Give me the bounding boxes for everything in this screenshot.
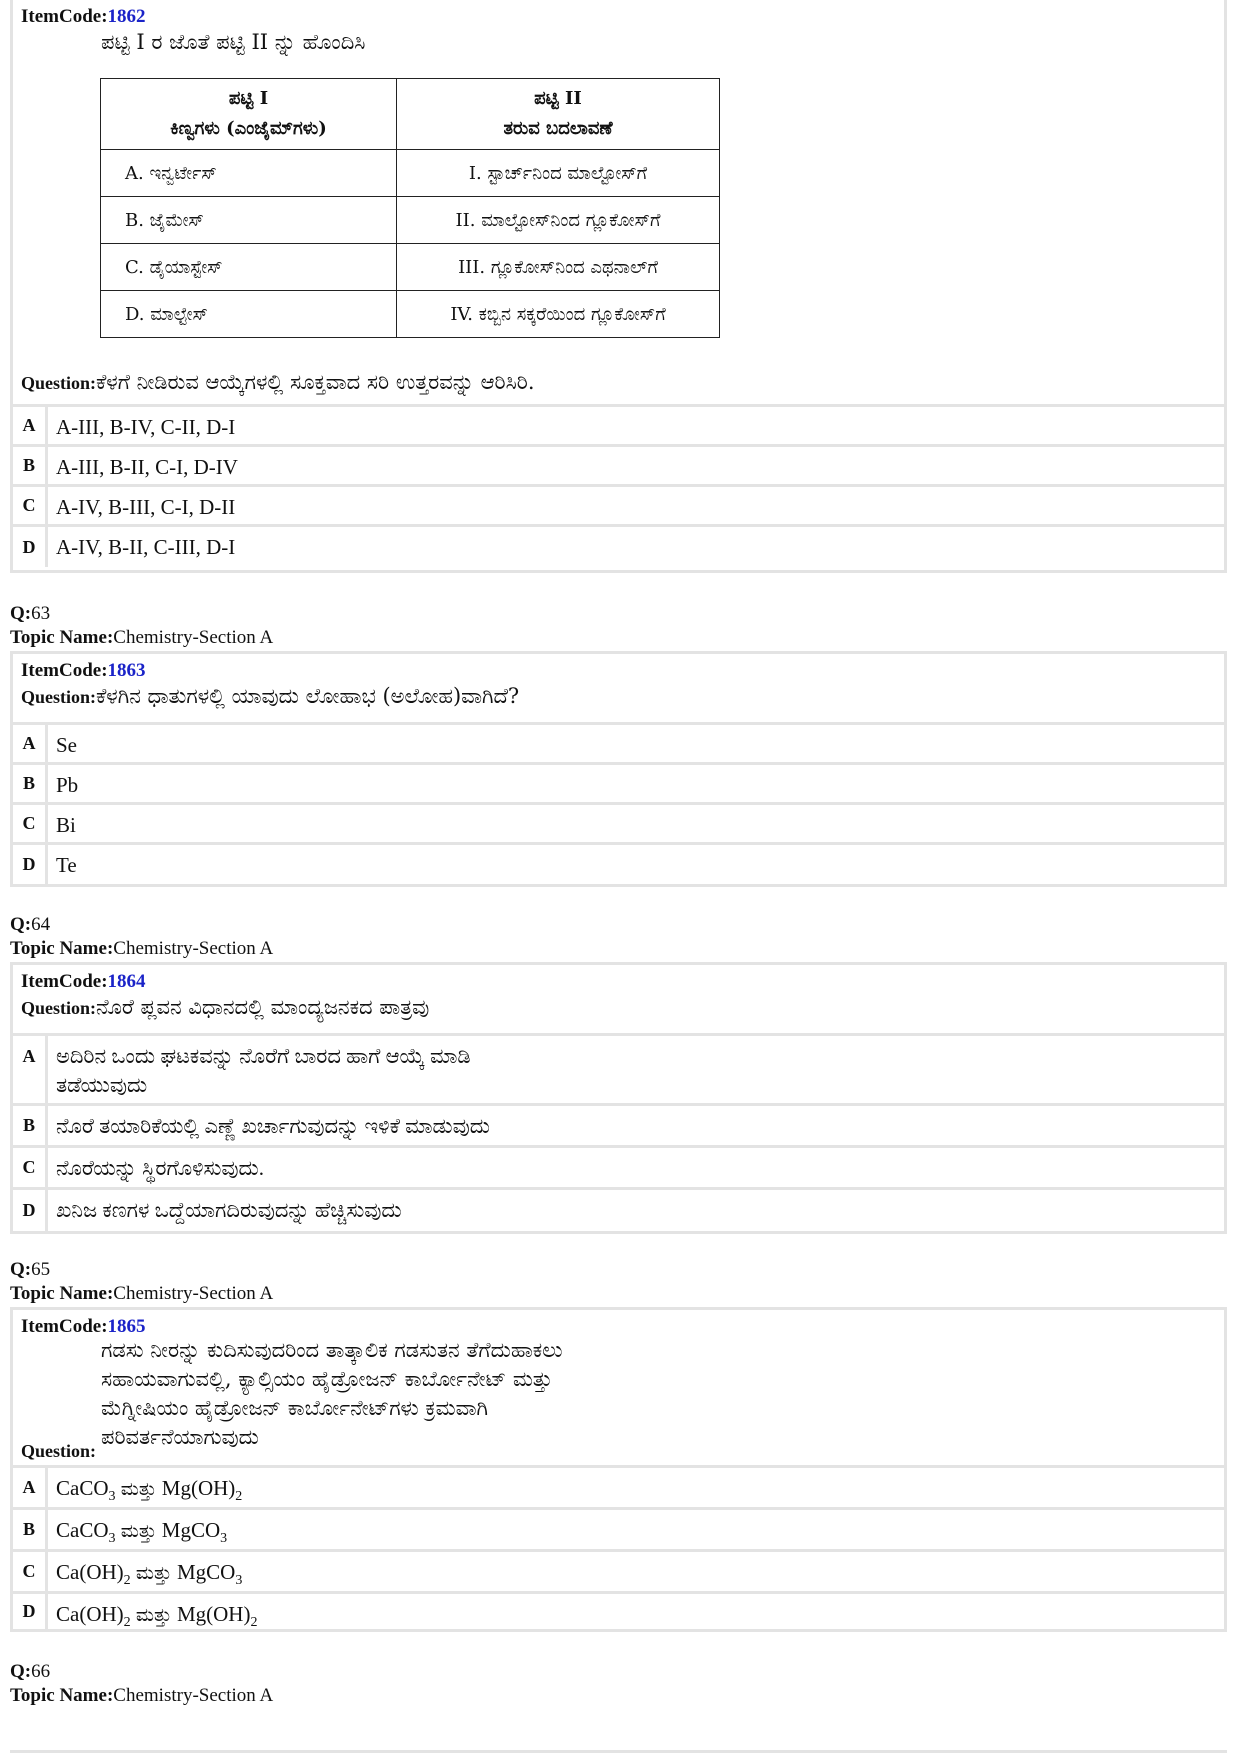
option-text: ನೊರೆ ತಯಾರಿಕೆಯಲ್ಲಿ ಎಣ್ಣೆ ಖರ್ಚಾಗುವುದನ್ನು ಇಳಿಕೆ ಮಾಡುವುದು: [56, 1114, 490, 1138]
item-code: ItemCode:1864: [21, 971, 146, 992]
option-letter: D: [13, 1190, 48, 1231]
table-header-list-2: ಪಟ್ಟಿ II ತರುವ ಬದಲಾವಣೆ: [397, 79, 720, 150]
option-text: Se: [56, 733, 77, 757]
question-text: Question:ಕೆಳಗೆ ನೀಡಿರುವ ಆಯ್ಕೆಗಳಲ್ಲಿ ಸೂಕ್ತವಾದ ಸರಿ ಉತ್ತರವನ್ನು ಆರಿಸಿರಿ.: [21, 370, 535, 394]
table-cell: C. ಡೈಯಾಸ್ಟೇಸ್: [101, 244, 397, 291]
option-b[interactable]: [13, 444, 1224, 484]
option-letter: A: [13, 1036, 48, 1103]
option-letter: C: [13, 805, 48, 842]
option-c[interactable]: [13, 484, 1224, 524]
question-text: Question:ನೊರೆ ಪ್ಲವನ ವಿಧಾನದಲ್ಲಿ ಮಾಂದ್ಯಜನಕದ ಪಾತ್ರವು: [21, 995, 430, 1019]
option-a[interactable]: [13, 1033, 1224, 1103]
option-letter: D: [13, 527, 48, 567]
option-c[interactable]: [13, 802, 1224, 842]
table-cell: IV. ಕಬ್ಬಿನ ಸಕ್ಕರೆಯಿಂದ ಗ್ಲೂಕೋಸ್‌ಗೆ: [397, 291, 720, 338]
topic-name: Topic Name:Chemistry-Section A: [10, 938, 274, 959]
table-header-list-1: ಪಟ್ಟಿ I ಕಿಣ್ವಗಳು (ಎಂಜೈಮ್‌ಗಳು): [101, 79, 397, 150]
option-a[interactable]: [13, 1465, 1224, 1507]
table-cell: III. ಗ್ಲೂಕೋಸ್‌ನಿಂದ ಎಥನಾಲ್‌ಗೆ: [397, 244, 720, 291]
table-cell: B. ಜೈಮೇಸ್: [101, 197, 397, 244]
item-code: ItemCode:1865: [21, 1316, 146, 1337]
question-number: Q:64: [10, 914, 51, 935]
option-d[interactable]: [13, 842, 1224, 884]
table-cell: D. ಮಾಲ್ಟೇಸ್: [101, 291, 397, 338]
option-d[interactable]: [13, 524, 1224, 567]
table-row: [101, 291, 720, 338]
option-letter: B: [13, 1106, 48, 1145]
option-text: Pb: [56, 773, 79, 797]
option-letter: B: [13, 765, 48, 802]
table-row: [101, 197, 720, 244]
match-table: [100, 78, 720, 338]
option-a[interactable]: [13, 722, 1224, 762]
option-text: A-IV, B-III, C-I, D-II: [56, 495, 236, 519]
question-card-1864: [10, 962, 1227, 1234]
topic-name: Topic Name:Chemistry-Section A: [10, 1283, 274, 1304]
option-text: CaCO$_3$ ಮತ್ತು $Mg(OH)_2$: [56, 1476, 243, 1505]
option-letter: C: [13, 1552, 48, 1591]
option-text: ಅದಿರಿನ ಒಂದು ಘಟಕವನ್ನು ನೊರೆಗೆ ಬಾರದ ಹಾಗೆ ಆಯ್ಕೆ ಮಾಡಿ ತಡೆಯುವುದು: [56, 1044, 471, 1097]
table-cell: I. ಸ್ಟಾರ್ಚ್‌ನಿಂದ ಮಾಲ್ಟೋಸ್‌ಗೆ: [397, 150, 720, 197]
option-text: $Ca(OH)_2$ ಮತ್ತು MgCO$_3$: [56, 1560, 243, 1589]
topic-name: Topic Name:Chemistry-Section A: [10, 627, 274, 648]
option-letter: C: [13, 1148, 48, 1187]
option-a[interactable]: [13, 404, 1224, 444]
option-text: A-III, B-II, C-I, D-IV: [56, 455, 238, 479]
question-stem: ಗಡಸು ನೀರನ್ನು ಕುದಿಸುವುದರಿಂದ ತಾತ್ಕಾಲಿಕ ಗಡಸುತನ ತೆಗೆದುಹಾಕಲು ಸಹಾಯವಾಗುವಲ್ಲಿ, ಕ್ಯಾಲ್ಸಿಯಂ ಹೈಡ್ರೋಜನ್ ಕಾರ್ಬೋನೇಟ್ ಮತ್ತು ಮೆಗ್ನೀಷಿಯಂ ಹೈಡ್ರೋಜನ್ ಕಾರ್ಬೋನೇಟ್‌ಗಳು ಕ್ರಮವಾಗಿ ಪರಿವರ್ತನೆಯಾಗುವುದು: [101, 1338, 563, 1449]
card-top-border: [10, 1750, 1227, 1753]
option-d[interactable]: [13, 1591, 1224, 1629]
topic-name: Topic Name:Chemistry-Section A: [10, 1685, 274, 1706]
table-cell: A. ಇನ್ವರ್ಟೇಸ್: [101, 150, 397, 197]
question-number: Q:63: [10, 603, 51, 624]
item-code: ItemCode:1863: [21, 660, 146, 681]
option-letter: A: [13, 1468, 48, 1507]
question-card-1862: [10, 0, 1227, 573]
match-heading: ಪಟ್ಟಿ I ರ ಜೊತೆ ಪಟ್ಟಿ II ನ್ನು ಹೊಂದಿಸಿ: [101, 30, 366, 54]
option-text: A-III, B-IV, C-II, D-I: [56, 415, 236, 439]
option-text: Bi: [56, 813, 76, 837]
option-b[interactable]: [13, 1103, 1224, 1145]
option-text: ಖನಿಜ ಕಣಗಳ ಒದ್ದೆಯಾಗದಿರುವುದನ್ನು ಹೆಚ್ಚಿಸುವುದು: [56, 1198, 402, 1222]
question-card-1863: [10, 651, 1227, 887]
table-row: [101, 244, 720, 291]
option-letter: A: [13, 725, 48, 762]
option-text: $Ca(OH)_2$ ಮತ್ತು $Mg(OH)_2$: [56, 1602, 258, 1631]
option-letter: B: [13, 447, 48, 484]
question-number: Q:65: [10, 1259, 51, 1280]
question-text: Question:ಕೆಳಗಿನ ಧಾತುಗಳಲ್ಲಿ ಯಾವುದು ಲೋಹಾಭ (ಅಲೋಹ)ವಾಗಿದೆ?: [21, 684, 520, 708]
option-b[interactable]: [13, 762, 1224, 802]
option-c[interactable]: [13, 1549, 1224, 1591]
option-letter: D: [13, 1594, 48, 1629]
option-text: A-IV, B-II, C-III, D-I: [56, 535, 236, 559]
option-c[interactable]: [13, 1145, 1224, 1187]
option-letter: A: [13, 407, 48, 444]
option-text: CaCO$_3$ ಮತ್ತು MgCO$_3$: [56, 1518, 228, 1547]
question-number: Q:66: [10, 1661, 51, 1682]
item-code: ItemCode:1862: [21, 6, 146, 27]
option-letter: D: [13, 845, 48, 884]
option-text: ನೊರೆಯನ್ನು ಸ್ಥಿರಗೊಳಿಸುವುದು.: [56, 1156, 264, 1180]
table-row: [101, 150, 720, 197]
option-text: Te: [56, 853, 77, 877]
question-label: Question:: [21, 1441, 97, 1461]
option-letter: C: [13, 487, 48, 524]
option-d[interactable]: [13, 1187, 1224, 1231]
table-cell: II. ಮಾಲ್ಟೋಸ್‌ನಿಂದ ಗ್ಲೂಕೋಸ್‌ಗೆ: [397, 197, 720, 244]
option-letter: B: [13, 1510, 48, 1549]
option-b[interactable]: [13, 1507, 1224, 1549]
question-card-1865: [10, 1307, 1227, 1632]
